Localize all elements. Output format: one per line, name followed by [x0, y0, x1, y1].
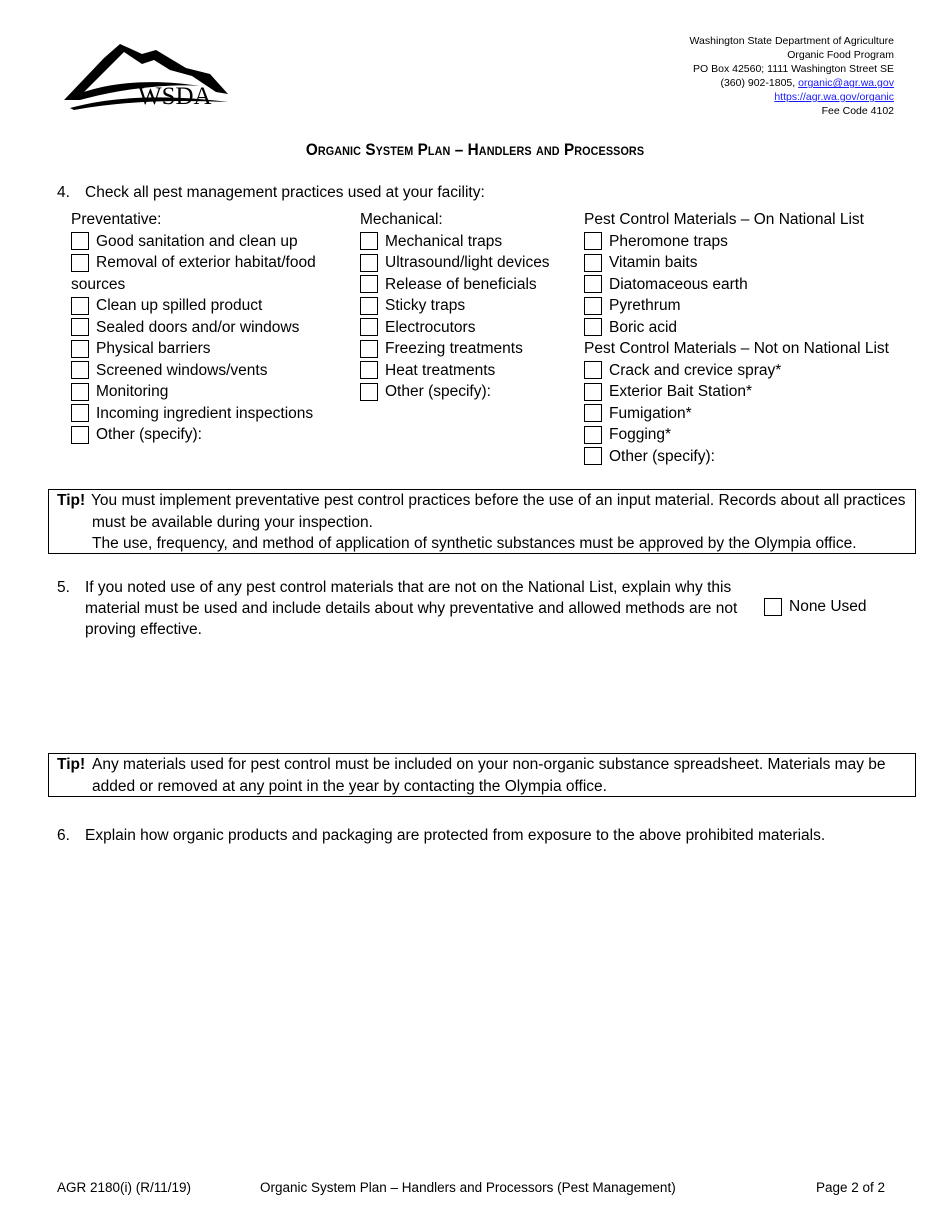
checkbox-row[interactable]: Good sanitation and clean up — [71, 231, 351, 253]
tip-box — [48, 489, 916, 554]
checkbox[interactable] — [71, 361, 89, 379]
checkbox[interactable] — [584, 447, 602, 465]
checkbox[interactable] — [360, 383, 378, 401]
agency-address — [574, 34, 894, 118]
question-number: 4. — [57, 184, 70, 201]
not-on-list-heading: Pest Control Materials – Not on National List — [584, 340, 889, 357]
form-title: Organic System Plan – Handlers and Processors (Pest Management) — [260, 1180, 676, 1195]
tip-box — [48, 753, 916, 797]
checkbox[interactable] — [71, 426, 89, 444]
program-name: Organic Food Program — [787, 49, 894, 61]
checkbox-row[interactable]: Screened windows/vents — [71, 360, 351, 382]
question-text: material must be used and include details about why preventative and allowed methods are not — [85, 600, 738, 617]
answer-area[interactable] — [85, 855, 905, 1155]
tip-text: You must implement preventative pest control practices before the use of an input material. Records about all practices — [91, 492, 906, 509]
form-id: AGR 2180(i) (R/11/19) — [57, 1180, 192, 1195]
checkbox[interactable] — [71, 404, 89, 422]
preventative-column — [71, 209, 351, 446]
checkbox-row[interactable]: Sealed doors and/or windows — [71, 317, 351, 339]
question-text: Explain how organic products and packaging are protected from exposure to the above prohibited materials. — [85, 827, 826, 844]
tip-line — [57, 754, 907, 776]
checkbox[interactable] — [360, 340, 378, 358]
checkbox-row[interactable]: Boric acid — [584, 317, 904, 339]
tip-line: added or removed at any point in the year by contacting the Olympia office. — [92, 777, 607, 795]
tip-text: Any materials used for pest control must be included on your non-organic substance spreadsheet. Materials may be — [92, 756, 886, 773]
checkbox[interactable] — [360, 275, 378, 293]
materials-column — [584, 209, 904, 467]
tip-line — [57, 490, 907, 512]
checkbox-row[interactable]: Clean up spilled product — [71, 295, 351, 317]
page-title: Organic System Plan – Handlers and Processors — [305, 140, 645, 159]
checkbox-row[interactable]: Fogging* — [584, 424, 904, 446]
tip-line: must be available during your inspection. — [92, 513, 373, 531]
tip-label: Tip! — [57, 492, 86, 509]
checkbox[interactable] — [584, 232, 602, 250]
mailing-address: PO Box 42560; 1111 Washington Street SE — [693, 63, 894, 75]
checkbox[interactable] — [360, 254, 378, 272]
checkbox-row[interactable]: Electrocutors — [360, 317, 575, 339]
checkbox-row[interactable]: Incoming ingredient inspections — [71, 403, 351, 425]
wsda-logo — [60, 38, 232, 114]
checkbox-row[interactable]: Heat treatments — [360, 360, 575, 382]
checkbox-row[interactable]: Other (specify): — [360, 381, 575, 403]
contact-line — [574, 76, 894, 90]
checkbox[interactable] — [71, 232, 89, 250]
checkbox[interactable] — [764, 598, 782, 616]
agency-name: Washington State Department of Agriculture — [689, 35, 894, 47]
checkbox-row[interactable]: Pheromone traps — [584, 231, 904, 253]
tip-line: The use, frequency, and method of application of synthetic substances must be approved by the Olympia office. — [92, 535, 857, 552]
logo-text: WSDA — [138, 83, 212, 110]
checkbox-row[interactable]: Exterior Bait Station* — [584, 381, 904, 403]
checkbox[interactable] — [360, 297, 378, 315]
checkbox-row[interactable]: Freezing treatments — [360, 338, 575, 360]
none-used-label: None Used — [789, 598, 867, 615]
mechanical-heading: Mechanical: — [360, 211, 443, 228]
checkbox-row[interactable]: Other (specify): — [584, 446, 904, 468]
tip-label: Tip! — [57, 756, 86, 773]
answer-area[interactable] — [85, 650, 905, 740]
checkbox[interactable] — [71, 297, 89, 315]
checkbox-row[interactable]: Ultrasound/light devices — [360, 252, 575, 274]
mechanical-column — [360, 209, 575, 403]
question-text: If you noted use of any pest control materials that are not on the National List, explain why this — [85, 579, 732, 596]
question-number: 5. — [57, 579, 70, 596]
checkbox[interactable] — [71, 383, 89, 401]
checkbox[interactable] — [584, 318, 602, 336]
wrap-text: sources — [71, 275, 126, 293]
checkbox-row[interactable]: Sticky traps — [360, 295, 575, 317]
checkbox[interactable] — [360, 361, 378, 379]
checkbox-row[interactable]: Release of beneficials — [360, 274, 575, 296]
checkbox-row[interactable]: Removal of exterior habitat/food — [71, 252, 351, 274]
question-text: Check all pest management practices used at your facility: — [85, 184, 485, 201]
checkbox-row[interactable]: Monitoring — [71, 381, 351, 403]
fee-code: Fee Code 4102 — [821, 105, 894, 117]
checkbox[interactable] — [584, 254, 602, 272]
preventative-heading: Preventative: — [71, 211, 162, 228]
checkbox-row[interactable]: Other (specify): — [71, 424, 351, 446]
checkbox[interactable] — [71, 340, 89, 358]
checkbox-row[interactable]: Pyrethrum — [584, 295, 904, 317]
checkbox-row[interactable]: Vitamin baits — [584, 252, 904, 274]
checkbox[interactable] — [584, 361, 602, 379]
none-used-option[interactable] — [764, 598, 867, 616]
question-5 — [57, 577, 757, 643]
question-number: 6. — [57, 827, 70, 844]
checkbox[interactable] — [584, 275, 602, 293]
checkbox-row[interactable]: Diatomaceous earth — [584, 274, 904, 296]
question-text: proving effective. — [85, 621, 202, 638]
checkbox-row[interactable]: Physical barriers — [71, 338, 351, 360]
checkbox[interactable] — [71, 318, 89, 336]
checkbox[interactable] — [360, 232, 378, 250]
checkbox[interactable] — [584, 426, 602, 444]
checkbox[interactable] — [584, 297, 602, 315]
checkbox-row[interactable]: Mechanical traps — [360, 231, 575, 253]
checkbox[interactable] — [360, 318, 378, 336]
checkbox[interactable] — [584, 383, 602, 401]
email-link[interactable]: organic@agr.wa.gov — [798, 77, 894, 89]
checkbox[interactable] — [71, 254, 89, 272]
on-list-heading: Pest Control Materials – On National List — [584, 211, 864, 228]
checkbox-row[interactable]: Fumigation* — [584, 403, 904, 425]
phone: (360) 902-1805, — [720, 77, 796, 89]
page-number: Page 2 of 2 — [816, 1180, 886, 1195]
checkbox-row[interactable]: Crack and crevice spray* — [584, 360, 904, 382]
website-link[interactable]: https://agr.wa.gov/organic — [774, 91, 894, 103]
checkbox[interactable] — [584, 404, 602, 422]
